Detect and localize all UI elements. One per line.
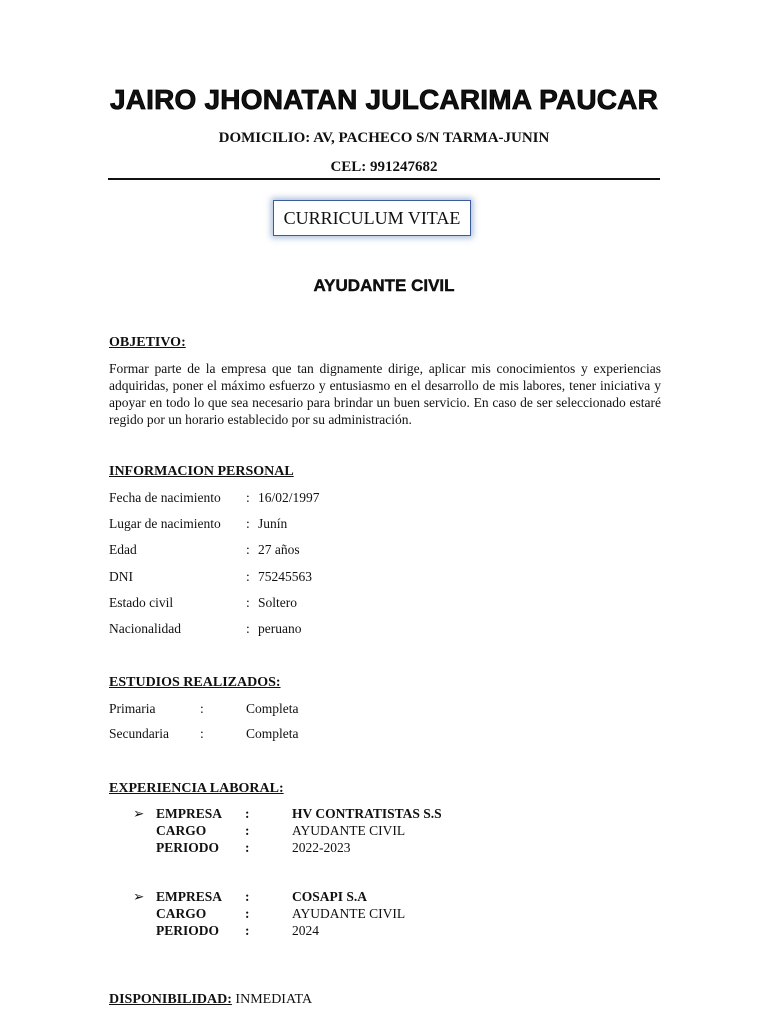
cargo-sep: : [245,823,250,838]
cargo-sep: : [245,906,250,921]
availability [109,992,312,1008]
cargo-value: AYUDANTE CIVIL [292,823,406,838]
personal-info-heading: INFORMACION PERSONAL [109,464,294,479]
personal-value: peruano [258,621,302,636]
personal-value: 16/02/1997 [258,490,320,505]
personal-label: DNI [109,569,133,584]
personal-label: Nacionalidad [109,621,181,636]
empresa-sep: : [245,806,250,821]
periodo-sep: : [245,923,250,938]
cv-title-box [273,200,471,236]
availability-label: DISPONIBILIDAD: [109,992,232,1007]
phone: CEL: 991247682 [330,159,438,175]
studies-value: Completa [246,701,299,716]
studies-label: Primaria [109,701,156,716]
bullet-arrow-icon: ➢ [133,889,145,904]
personal-value: 27 años [258,542,300,557]
studies-sep: : [200,701,204,716]
personal-value: 75245563 [258,569,312,584]
periodo-value: 2022-2023 [292,840,351,855]
periodo-sep: : [245,840,250,855]
empresa-label: EMPRESA [156,889,223,904]
personal-label: Fecha de nacimiento [109,490,221,505]
personal-sep: : [246,542,250,557]
studies-sep: : [200,726,204,741]
personal-sep: : [246,516,250,531]
personal-sep: : [246,490,250,505]
objective-heading: OBJETIVO: [109,335,186,350]
experience-heading: EXPERIENCIA LABORAL: [109,781,284,796]
cv-title: CURRICULUM VITAE [283,207,461,228]
candidate-name: JAIRO JHONATAN JULCARIMA PAUCAR [109,84,659,115]
periodo-value: 2024 [292,923,319,938]
bullet-arrow-icon: ➢ [133,806,145,821]
empresa-value: HV CONTRATISTAS S.S [292,806,442,821]
periodo-label: PERIODO [156,923,220,938]
address: DOMICILIO: AV, PACHECO S/N TARMA-JUNIN [218,130,550,146]
availability-value: INMEDIATA [235,992,313,1007]
personal-value: Junín [258,516,288,531]
studies-value: Completa [246,726,299,741]
periodo-label: PERIODO [156,840,220,855]
header-divider [108,178,660,180]
cargo-value: AYUDANTE CIVIL [292,906,406,921]
cargo-label: CARGO [156,823,207,838]
empresa-value: COSAPI S.A [292,889,368,904]
empresa-sep: : [245,889,250,904]
personal-label: Estado civil [109,595,174,610]
empresa-label: EMPRESA [156,806,223,821]
studies-label: Secundaria [109,726,169,741]
objective-text: Formar parte de la empresa que tan dignamente dirige, aplicar mis conocimientos y experiencias adquiridas, poner el máximo esfuerzo y entusiasmo en el desarrollo de mis labores, tener iniciativa y apoyar en todo lo que sea necesario para brindar un buen servicio. En caso de ser seleccionado estaré regido por un horario establecido por su administración. [109,361,661,427]
personal-sep: : [246,595,250,610]
personal-label: Edad [109,542,137,557]
personal-sep: : [246,621,250,636]
personal-label: Lugar de nacimiento [109,516,221,531]
studies-heading: ESTUDIOS REALIZADOS: [109,675,281,690]
job-role: AYUDANTE CIVIL [313,276,455,295]
personal-sep: : [246,569,250,584]
cargo-label: CARGO [156,906,207,921]
personal-value: Soltero [258,595,297,610]
